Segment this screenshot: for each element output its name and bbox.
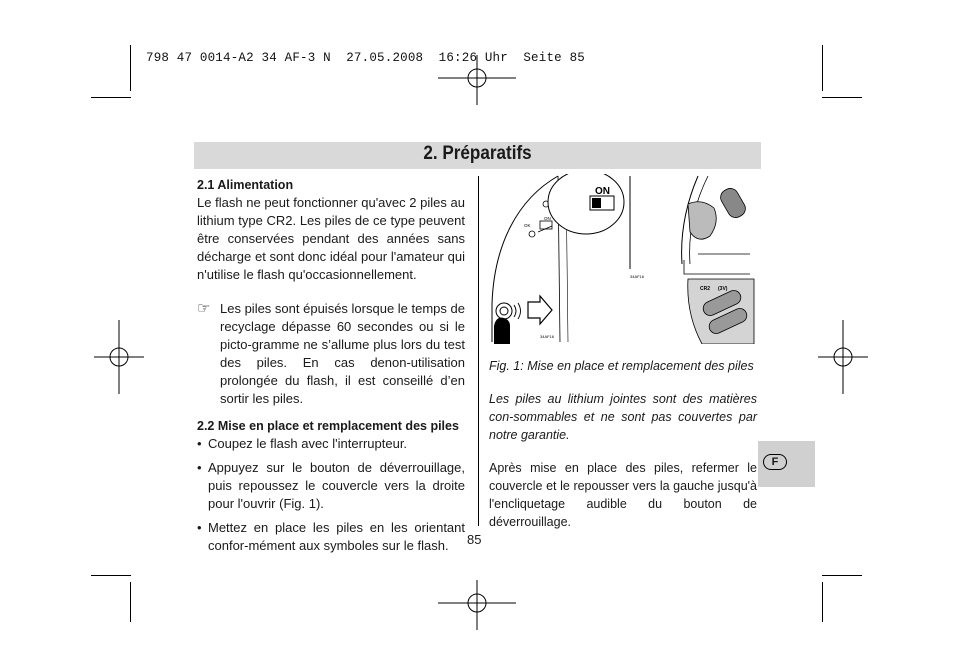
column-divider: [478, 176, 479, 526]
print-slug-line: 798 47 0014-A2 34 AF-3 N 27.05.2008 16:26 Uhr Seite 85: [146, 51, 585, 65]
page-number: 85: [467, 532, 482, 547]
list-item: [197, 435, 465, 453]
section-heading-piles: 2.2 Mise en place et remplacement des piles: [197, 419, 459, 433]
language-tab: [758, 441, 815, 487]
language-badge: F: [763, 454, 787, 470]
bullet-icon: •: [197, 460, 202, 475]
switch-on-label: ON: [595, 186, 610, 197]
list-item-text: Mettez en place les piles en les orientant confor-mément aux symboles sur le flash.: [208, 520, 465, 553]
closing-instructions-text: Après mise en place des piles, refermer le couvercle et le repousser vers la gauche jusqu'à l'encliquetage audible du bouton de déverrouillage.: [489, 461, 757, 529]
crop-mark: [822, 97, 862, 98]
figure-code-2: 34AF16: [630, 274, 645, 279]
left-column: [197, 176, 465, 555]
bullet-icon: •: [197, 436, 202, 451]
figure-caption: Fig. 1: Mise en place et remplacement des piles: [489, 359, 754, 373]
crop-mark: [822, 582, 823, 622]
small-ok-label: OK: [524, 223, 531, 228]
section-heading-alimentation: 2.1 Alimentation: [197, 178, 294, 192]
pointing-hand-icon: ☞: [197, 300, 211, 317]
registration-mark-right: [818, 320, 868, 394]
battery-label-cr2: CR2: [700, 286, 711, 292]
closing-instructions: [489, 459, 757, 531]
crop-mark: [822, 575, 862, 576]
list-item: [197, 519, 465, 555]
crop-mark: [91, 575, 131, 576]
battery-label-3v: (3V): [718, 286, 728, 292]
small-on-label: ON: [544, 216, 551, 221]
crop-mark: [130, 582, 131, 622]
battery-note: [197, 300, 465, 408]
crop-mark: [91, 97, 131, 98]
registration-mark-bottom: [438, 580, 516, 630]
bullet-icon: •: [197, 520, 202, 535]
battery-note-text: Les piles sont épuisés lorsque le temps de recyclage dépasse 60 secondes ou si le picto-gramme ne s’allume plus lors du test des piles. En cas denon-utilisation prolongée du flash, il est conseillé d’en sortir les piles.: [220, 301, 465, 406]
list-item-text: Appuyez sur le bouton de déverrouillage, puis repoussez le couvercle vers la droite pour l'ouvrir (Fig. 1).: [208, 460, 465, 511]
figure-code-1: 34AF16: [540, 334, 555, 339]
warranty-note-text: Les piles au lithium jointes sont des matières con-sommables et ne sont pas couvertes par notre garantie.: [489, 392, 757, 442]
crop-mark: [822, 45, 823, 91]
list-item-text: Coupez le flash avec l'interrupteur.: [208, 436, 408, 451]
figure-battery-illustration: [488, 174, 760, 344]
crop-mark: [130, 45, 131, 91]
list-item: [197, 459, 465, 513]
section-body-alimentation: Le flash ne peut fonctionner qu'avec 2 piles au lithium type CR2. Les piles de ce type peuvent être conservées pendant des années sans décharge et sont donc idéal pour l'amateur qui n'utilise le flash qu'occasionnellement.: [197, 195, 465, 282]
title-bar: [194, 142, 761, 169]
warranty-note: [489, 390, 757, 444]
page-title: 2. Préparatifs: [423, 143, 532, 164]
registration-mark-left: [94, 320, 144, 394]
